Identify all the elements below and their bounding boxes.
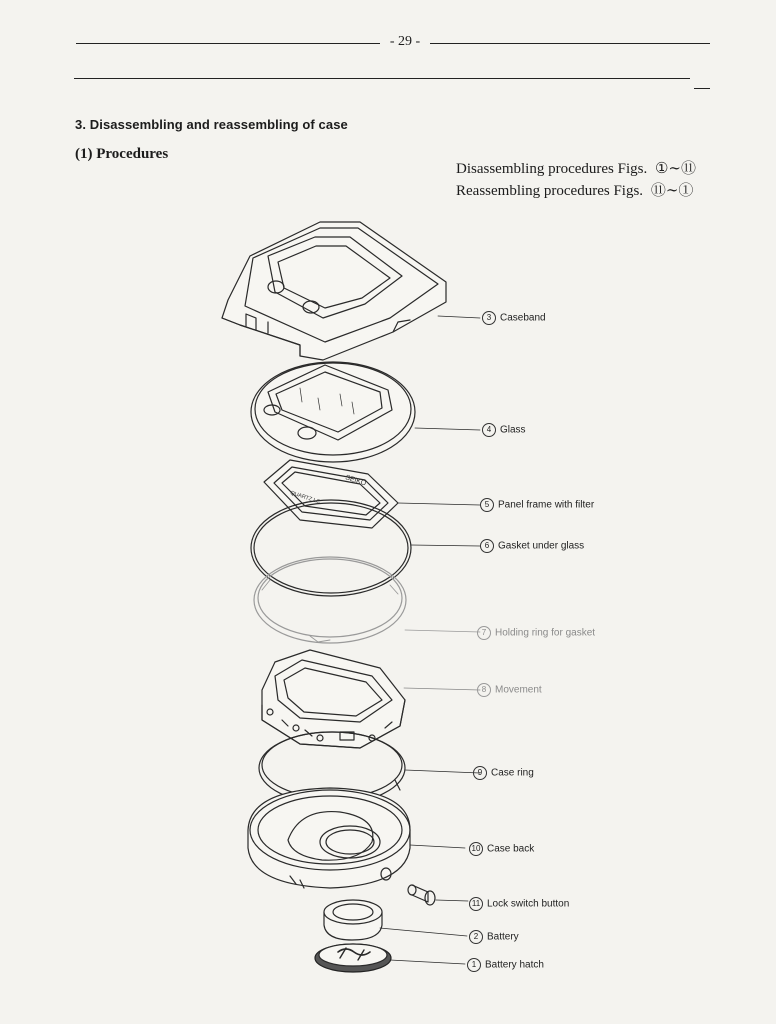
part-label-panel-frame: 5 Panel frame with filter	[480, 498, 594, 512]
section-heading: 3. Disassembling and reassembling of case	[75, 117, 348, 132]
part-label-battery: 2 Battery	[469, 930, 519, 944]
leader-lock-switch	[436, 900, 468, 901]
leader-case-back	[410, 845, 465, 848]
procedures-subheading: (1) Procedures	[75, 146, 169, 162]
leader-gasket	[411, 545, 480, 546]
part-label-case-ring: 9 Case ring	[473, 766, 534, 780]
leader-panel-frame	[398, 503, 480, 505]
movement-drawing	[262, 650, 405, 748]
case-back-drawing	[248, 788, 410, 888]
panel-frame-drawing	[264, 460, 398, 528]
part-label-holding-ring: 7 Holding ring for gasket	[477, 626, 595, 640]
part-label-battery-hatch: 1 Battery hatch	[467, 958, 544, 972]
reassembling-range: ⑪∼①	[650, 183, 694, 199]
part-label-lock-switch-button: 11 Lock switch button	[469, 897, 569, 911]
part-label-caseband: 3 Caseband	[482, 311, 546, 325]
disassembling-label: Disassembling procedures Figs.	[456, 161, 648, 177]
part-label-case-back: 10 Case back	[469, 842, 534, 856]
leader-battery-hatch	[390, 960, 465, 964]
disassembling-range: ①∼⑪	[654, 161, 697, 177]
caseband-drawing	[222, 222, 446, 360]
leader-holding-ring	[405, 630, 480, 632]
holding-ring-drawing	[254, 557, 406, 643]
lock-switch-button-drawing	[408, 885, 435, 905]
page-number: - 29 -	[380, 34, 430, 50]
reassembling-label: Reassembling procedures Figs.	[456, 183, 644, 199]
part-label-movement: 8 Movement	[477, 683, 542, 697]
panel-quartz-mark: QUARTZ LC	[289, 490, 321, 506]
glass-drawing	[251, 362, 415, 462]
leader-glass	[415, 428, 480, 430]
part-label-glass: 4 Glass	[482, 423, 526, 437]
leader-caseband	[438, 316, 480, 318]
battery-hatch-drawing	[315, 944, 391, 972]
leader-case-ring	[405, 770, 480, 773]
leader-battery	[380, 928, 467, 936]
battery-drawing	[324, 900, 382, 940]
panel-brand-mark: SEIKO	[344, 474, 367, 488]
leader-movement	[404, 688, 480, 690]
part-label-gasket: 6 Gasket under glass	[480, 539, 584, 553]
